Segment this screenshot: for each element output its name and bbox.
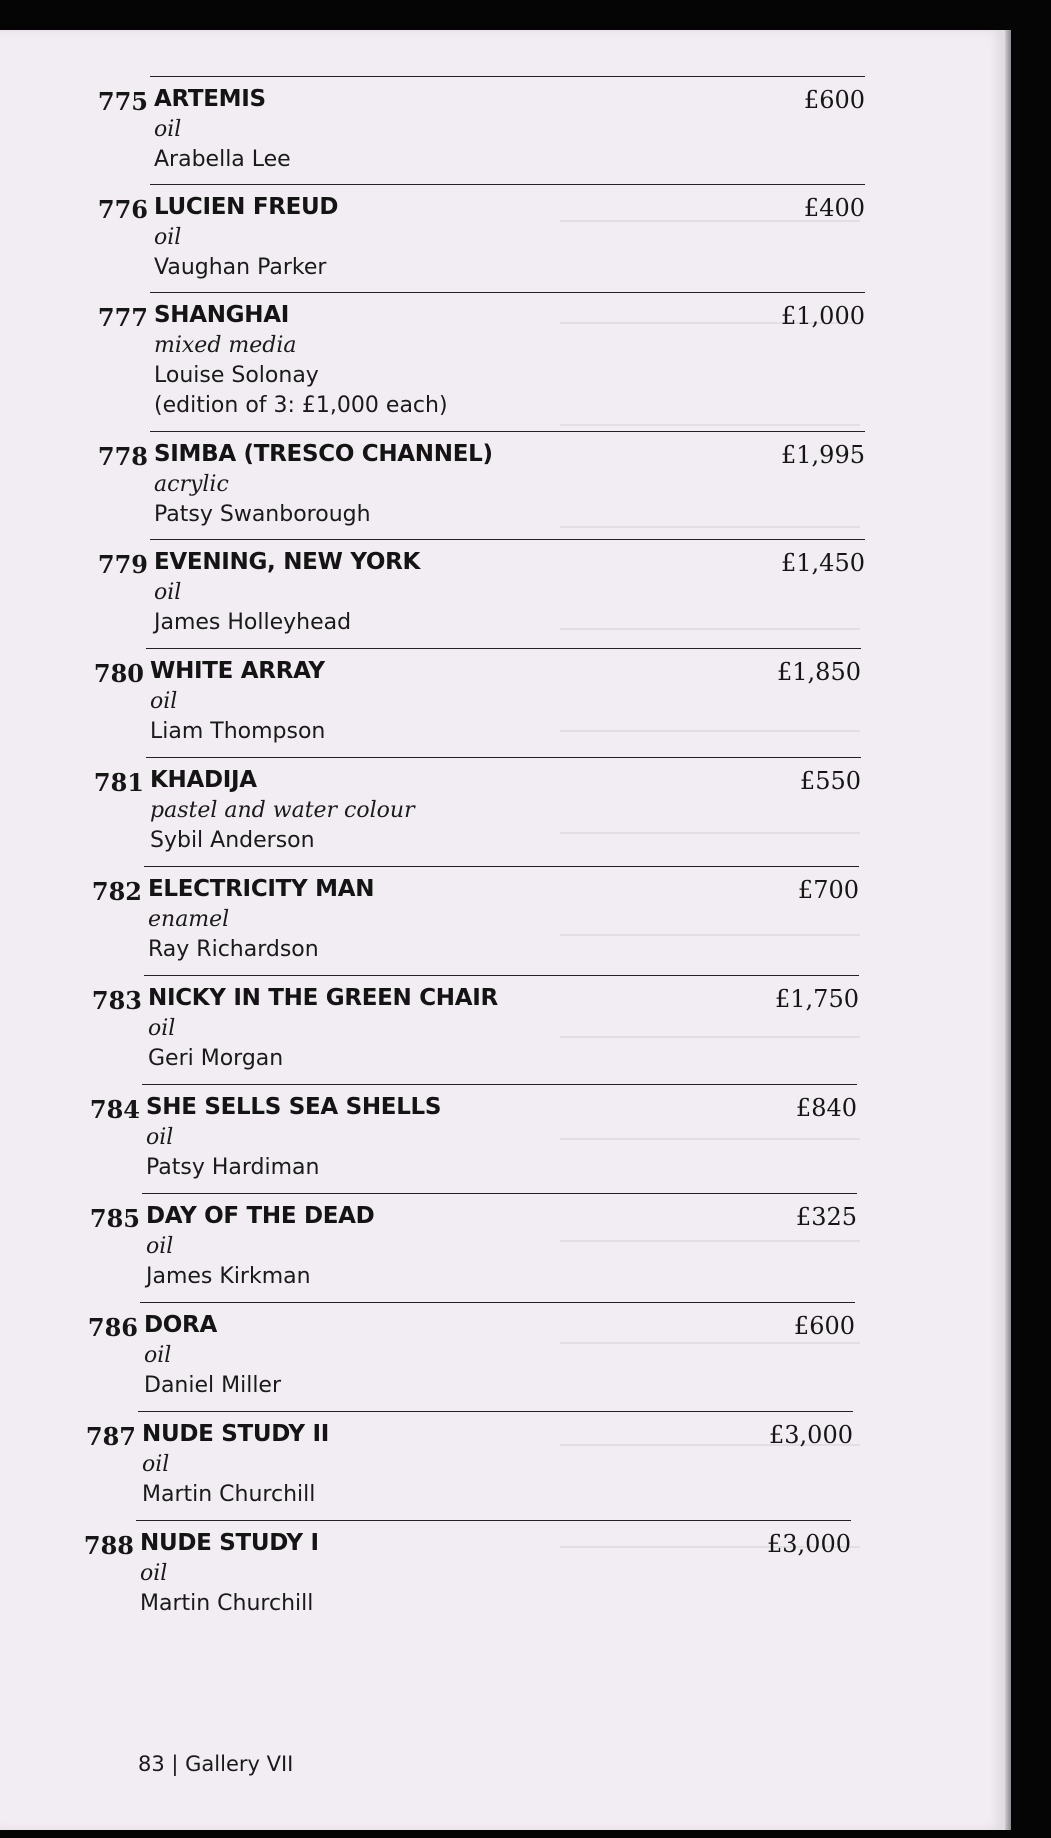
artwork-title: NUDE STUDY II [142, 1421, 329, 1447]
artwork-price: £700 [797, 876, 859, 904]
artwork-medium: enamel [148, 907, 230, 932]
artist-name: Patsy Hardiman [146, 1155, 320, 1180]
artwork-title: LUCIEN FREUD [154, 194, 339, 220]
artwork-price: £600 [793, 1312, 855, 1340]
catalogue-entry [89, 1193, 857, 1302]
artwork-price: £1,750 [775, 985, 859, 1013]
lot-number: 786 [87, 1313, 138, 1342]
catalogue-list [0, 76, 1005, 1629]
artist-name: Patsy Swanborough [154, 502, 371, 527]
catalogue-entry [97, 539, 865, 648]
artwork-price: £400 [803, 194, 865, 222]
artwork-price: £1,995 [781, 441, 865, 469]
artwork-title: SHE SELLS SEA SHELLS [146, 1094, 442, 1120]
lot-number: 788 [83, 1531, 134, 1560]
artist-name: Daniel Miller [144, 1373, 282, 1398]
artwork-medium: pastel and water colour [150, 798, 415, 823]
artwork-price: £3,000 [767, 1530, 851, 1558]
artist-name: Ray Richardson [148, 937, 319, 962]
artwork-title: ARTEMIS [154, 86, 266, 112]
catalogue-entry [85, 1411, 853, 1520]
lot-number: 783 [91, 986, 142, 1015]
artwork-title: NUDE STUDY I [140, 1530, 319, 1556]
lot-number: 781 [93, 768, 144, 797]
catalogue-entry [83, 1520, 851, 1629]
artwork-medium: acrylic [154, 472, 229, 497]
artwork-title: KHADIJA [150, 767, 257, 793]
artwork-price: £550 [799, 767, 861, 795]
artwork-title: EVENING, NEW YORK [154, 549, 421, 575]
edition-note: (edition of 3: £1,000 each) [154, 393, 448, 418]
artwork-title: ELECTRICITY MAN [148, 876, 375, 902]
artwork-title: DORA [144, 1312, 217, 1338]
lot-number: 784 [89, 1095, 140, 1124]
artwork-medium: oil [154, 580, 182, 605]
artwork-title: SIMBA (TRESCO CHANNEL) [154, 441, 493, 467]
lot-number: 785 [89, 1204, 140, 1233]
artwork-title: SHANGHAI [154, 302, 289, 328]
artwork-title: WHITE ARRAY [150, 658, 325, 684]
artist-name: Martin Churchill [142, 1482, 316, 1507]
catalogue-entry [91, 866, 859, 975]
artist-name: Sybil Anderson [150, 828, 315, 853]
lot-number: 782 [91, 877, 142, 906]
lot-number: 778 [97, 442, 148, 471]
artist-name: Geri Morgan [148, 1046, 284, 1071]
artist-name: Vaughan Parker [154, 255, 327, 280]
artwork-medium: oil [154, 225, 182, 250]
page-edge [1005, 30, 1011, 1830]
lot-number: 777 [97, 303, 148, 332]
artwork-price: £3,000 [769, 1421, 853, 1449]
lot-number: 787 [85, 1422, 136, 1451]
catalogue-entry [87, 1302, 855, 1411]
lot-number: 776 [97, 195, 148, 224]
lot-number: 780 [93, 659, 144, 688]
artist-name: James Holleyhead [154, 610, 352, 635]
page-footer: 83 | Gallery VII [138, 1752, 294, 1776]
artwork-price: £1,000 [781, 302, 865, 330]
catalogue-entry [97, 431, 865, 539]
artwork-medium: oil [146, 1234, 174, 1259]
artwork-title: DAY OF THE DEAD [146, 1203, 375, 1229]
artwork-title: NICKY IN THE GREEN CHAIR [148, 985, 498, 1011]
catalogue-entry [89, 1084, 857, 1193]
lot-number: 775 [97, 87, 148, 116]
artist-name: Arabella Lee [154, 147, 291, 172]
artist-name: Martin Churchill [140, 1591, 314, 1616]
lot-number: 779 [97, 550, 148, 579]
artwork-medium: oil [142, 1452, 170, 1477]
catalogue-entry [97, 184, 865, 292]
artwork-medium: oil [140, 1561, 168, 1586]
catalogue-entry [97, 76, 865, 184]
catalogue-entry [97, 292, 865, 431]
artist-name: James Kirkman [146, 1264, 311, 1289]
artwork-price: £325 [795, 1203, 857, 1231]
artwork-medium: oil [154, 117, 182, 142]
artwork-price: £1,850 [777, 658, 861, 686]
artwork-medium: mixed media [154, 333, 297, 358]
artwork-medium: oil [150, 689, 178, 714]
catalogue-entry [93, 648, 861, 757]
catalogue-entry [93, 757, 861, 866]
artwork-medium: oil [146, 1125, 174, 1150]
artist-name: Liam Thompson [150, 719, 326, 744]
artwork-medium: oil [144, 1343, 172, 1368]
artwork-medium: oil [148, 1016, 176, 1041]
artwork-price: £840 [795, 1094, 857, 1122]
artwork-price: £600 [803, 86, 865, 114]
artist-name: Louise Solonay [154, 363, 319, 388]
catalogue-entry [91, 975, 859, 1084]
artwork-price: £1,450 [781, 549, 865, 577]
